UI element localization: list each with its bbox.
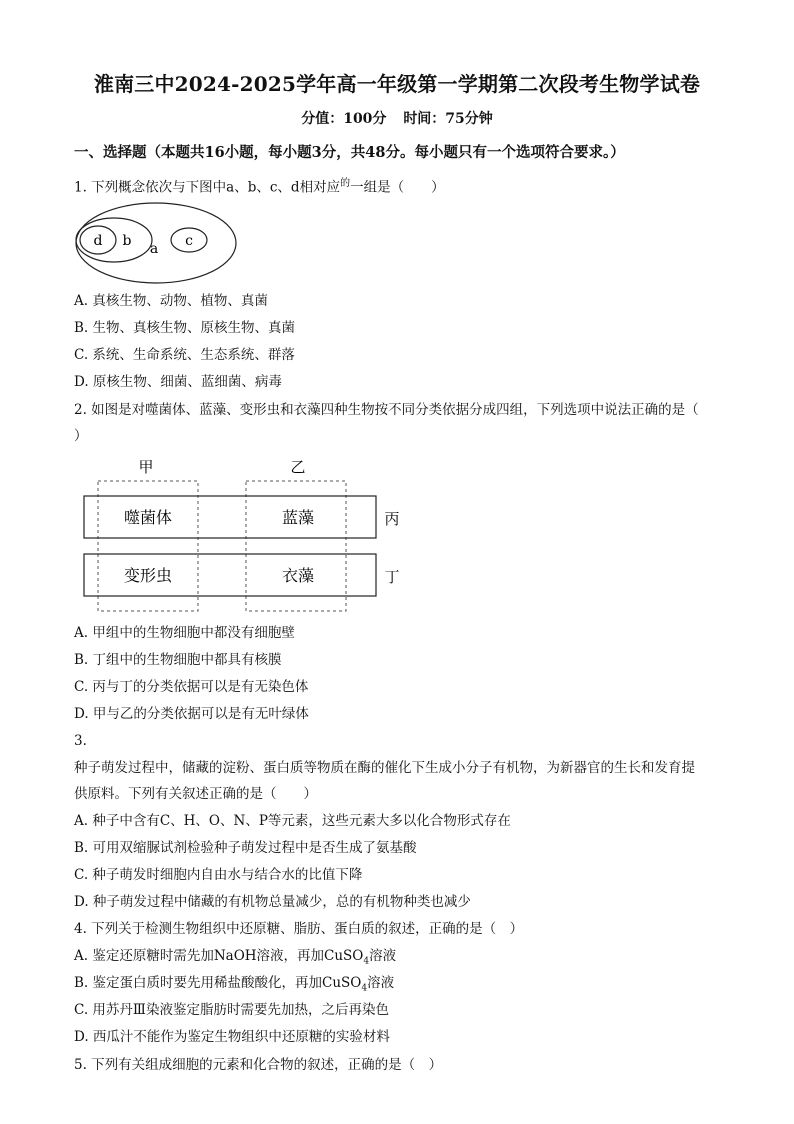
q4-option-c: C. 用苏丹Ⅲ染液鉴定脂肪时需要先加热，之后再染色 bbox=[74, 1002, 389, 1018]
cell-phage: 噬菌体 bbox=[123, 508, 173, 527]
q4-a-text: A. 鉴定还原糖时需先加NaOH溶液，再加CuSO bbox=[74, 948, 364, 964]
question-3-number: 3. bbox=[74, 733, 87, 749]
q1-stem-end: 一组是（ ） bbox=[350, 179, 445, 196]
cell-chlamydomonas: 衣藻 bbox=[281, 566, 315, 585]
cell-cyanobacteria: 蓝藻 bbox=[281, 508, 315, 527]
q1-stem-small: 的 bbox=[340, 178, 351, 189]
section-heading: 一、选择题（本题共16小题，每小题3分，共48分。每小题只有一个选项符合要求。） bbox=[74, 144, 625, 161]
q1-option-b: B. 生物、真核生物、原核生物、真菌 bbox=[74, 320, 296, 336]
q3-option-d: D. 种子萌发过程中储藏的有机物总量减少，总的有机物种类也减少 bbox=[74, 894, 471, 910]
label-jia: 甲 bbox=[138, 458, 154, 476]
question-2-stem-line1: 2. 如图是对噬菌体、蓝藻、变形虫和衣藻四种生物按不同分类依据分成四组，下列选项中说法正确的是（ bbox=[74, 402, 699, 418]
exam-subtitle bbox=[0, 108, 794, 128]
group-yi-box bbox=[246, 481, 346, 611]
cell-amoeba: 变形虫 bbox=[123, 566, 173, 585]
q1-concept-diagram bbox=[74, 198, 244, 288]
q4-b-sub: 4 bbox=[361, 983, 368, 994]
q4-option-d: D. 西瓜汁不能作为鉴定生物组织中还原糖的实验材料 bbox=[74, 1029, 390, 1045]
q2-option-b: B. 丁组中的生物细胞中都具有核膜 bbox=[74, 652, 282, 668]
q4-a-sub: 4 bbox=[363, 956, 370, 967]
question-1-stem bbox=[74, 174, 445, 198]
q2-option-d: D. 甲与乙的分类依据可以是有无叶绿体 bbox=[74, 706, 309, 722]
q4-option-a bbox=[74, 946, 396, 972]
ellipse-b bbox=[76, 218, 152, 262]
q4-option-b bbox=[74, 973, 394, 999]
q3-option-b: B. 可用双缩脲试剂检验种子萌发过程中是否生成了氨基酸 bbox=[74, 840, 417, 856]
question-5-stem: 5. 下列有关组成细胞的元素和化合物的叙述，正确的是（ ） bbox=[74, 1057, 443, 1073]
q1-option-c: C. 系统、生命系统、生态系统、群落 bbox=[74, 347, 295, 363]
q3-option-c: C. 种子萌发时细胞内自由水与结合水的比值下降 bbox=[74, 867, 363, 883]
q2-option-a: A. 甲组中的生物细胞中都没有细胞壁 bbox=[74, 625, 295, 641]
label-a: a bbox=[149, 241, 159, 257]
label-c: c bbox=[185, 233, 193, 249]
label-bing: 丙 bbox=[384, 510, 400, 528]
q4-b-text: B. 鉴定蛋白质时要先用稀盐酸酸化，再加CuSO bbox=[74, 975, 362, 991]
q1-stem-part: 1. 下列概念依次与下图中a、b、c、d相对应 bbox=[74, 179, 341, 196]
q2-classification-diagram bbox=[80, 456, 420, 616]
q1-option-a: A. 真核生物、动物、植物、真菌 bbox=[74, 293, 268, 309]
q1-option-d: D. 原核生物、细菌、蓝细菌、病毒 bbox=[74, 374, 282, 390]
score-info: 分值：100分 bbox=[301, 111, 387, 127]
time-info: 时间：75分钟 bbox=[403, 111, 493, 127]
q3-option-a: A. 种子中含有C、H、O、N、P等元素，这些元素大多以化合物形式存在 bbox=[74, 813, 511, 829]
q4-b-post: 溶液 bbox=[367, 975, 395, 991]
question-4-stem: 4. 下列关于检测生物组织中还原糖、脂肪、蛋白质的叙述，正确的是（ ） bbox=[74, 921, 524, 937]
group-jia-box bbox=[98, 481, 198, 611]
question-3-stem-line1: 种子萌发过程中，储藏的淀粉、蛋白质等物质在酶的催化下生成小分子有机物，为新器官的生长和发育提 bbox=[74, 760, 695, 776]
label-d: d bbox=[93, 233, 103, 249]
label-yi: 乙 bbox=[290, 458, 306, 476]
label-ding: 丁 bbox=[384, 568, 400, 586]
q4-a-post: 溶液 bbox=[369, 948, 397, 964]
q2-option-c: C. 丙与丁的分类依据可以是有无染色体 bbox=[74, 679, 309, 695]
question-3-stem-line2: 供原料。下列有关叙述正确的是（ ） bbox=[74, 786, 317, 802]
question-2-stem-line2: ） bbox=[74, 428, 88, 444]
exam-title: 淮南三中2024-2025学年高一年级第一学期第二次段考生物学试卷 bbox=[93, 72, 701, 96]
label-b: b bbox=[122, 233, 132, 249]
